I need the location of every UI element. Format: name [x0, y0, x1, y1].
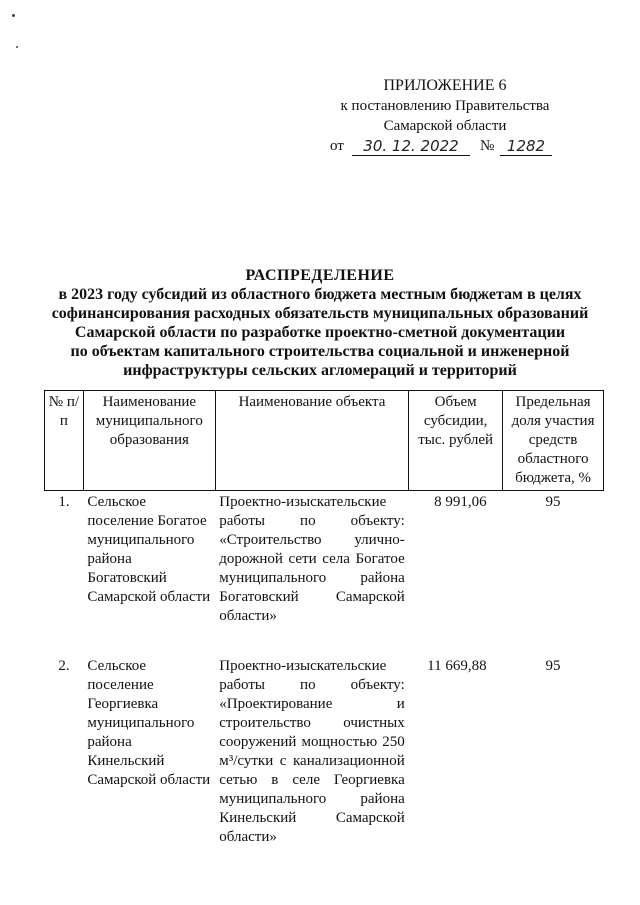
header-object: Наименование объекта [215, 391, 409, 491]
decree-date: 30. 12. 2022 [352, 136, 470, 156]
number-sign: № [480, 138, 495, 154]
document-heading: РАСПРЕДЕЛЕНИЕ [245, 267, 395, 284]
decree-signature-row [320, 136, 570, 158]
scan-speck [12, 14, 15, 17]
row-municipality: Сельское поселение Богатое муниципального района Богатовский Самарской области [87, 494, 211, 605]
row-amount: 11 669,88 [427, 658, 487, 674]
appendix-line-decree: к постановлению Правительства [340, 98, 550, 114]
row-share: 95 [545, 494, 561, 510]
header-municipality: Наименование муниципального образования [83, 391, 215, 491]
row-number: 2. [58, 658, 70, 674]
row-share: 95 [545, 658, 561, 674]
row-municipality: Сельское поселение Георгиевка муниципального района Кинельский Самарской области [87, 658, 211, 788]
subtitle-line: в 2023 году субсидий из областного бюджета местным бюджетам в целях [58, 286, 582, 303]
appendix-line-region: Самарской области [383, 118, 507, 134]
appendix-block [320, 76, 570, 158]
decree-number: 1282 [500, 136, 552, 156]
date-label: от [330, 138, 344, 154]
header-amount: Объем субсидии, тыс. рублей [409, 391, 503, 491]
subtitle-line: инфраструктуры сельских агломераций и территорий [123, 362, 517, 379]
row-object: Проектно-изыскательские работы по объекту: «Строительство улично-дорожной сети села Богатое муниципального района Богатовский Самарской области» [219, 494, 405, 624]
subtitle-line: по объектам капитального строительства социальной и инженерной [70, 343, 570, 360]
row-amount: 8 991,06 [434, 494, 487, 510]
header-share: Предельная доля участия средств областного бюджета, % [503, 391, 604, 491]
row-number: 1. [58, 494, 70, 510]
table-row [45, 491, 604, 656]
appendix-title: ПРИЛОЖЕНИЕ 6 [383, 77, 507, 94]
document-title [0, 266, 640, 380]
row-object: Проектно-изыскательские работы по объекту: «Проектирование и строительство очистных сооружений мощностью 250 м³/сутки с канализационной сетью в селе Георгиевка муниципального района Кинельский Самарской области» [219, 658, 405, 845]
subtitle-line: софинансирования расходных обязательств муниципальных образований [51, 305, 589, 322]
table-header-row [45, 391, 604, 491]
table-row [45, 655, 604, 849]
subtitle-line: Самарской области по разработке проектно-сметной документации [74, 324, 566, 341]
header-num: № п/п [45, 391, 84, 491]
scan-speck [16, 46, 18, 48]
distribution-table [44, 390, 604, 849]
